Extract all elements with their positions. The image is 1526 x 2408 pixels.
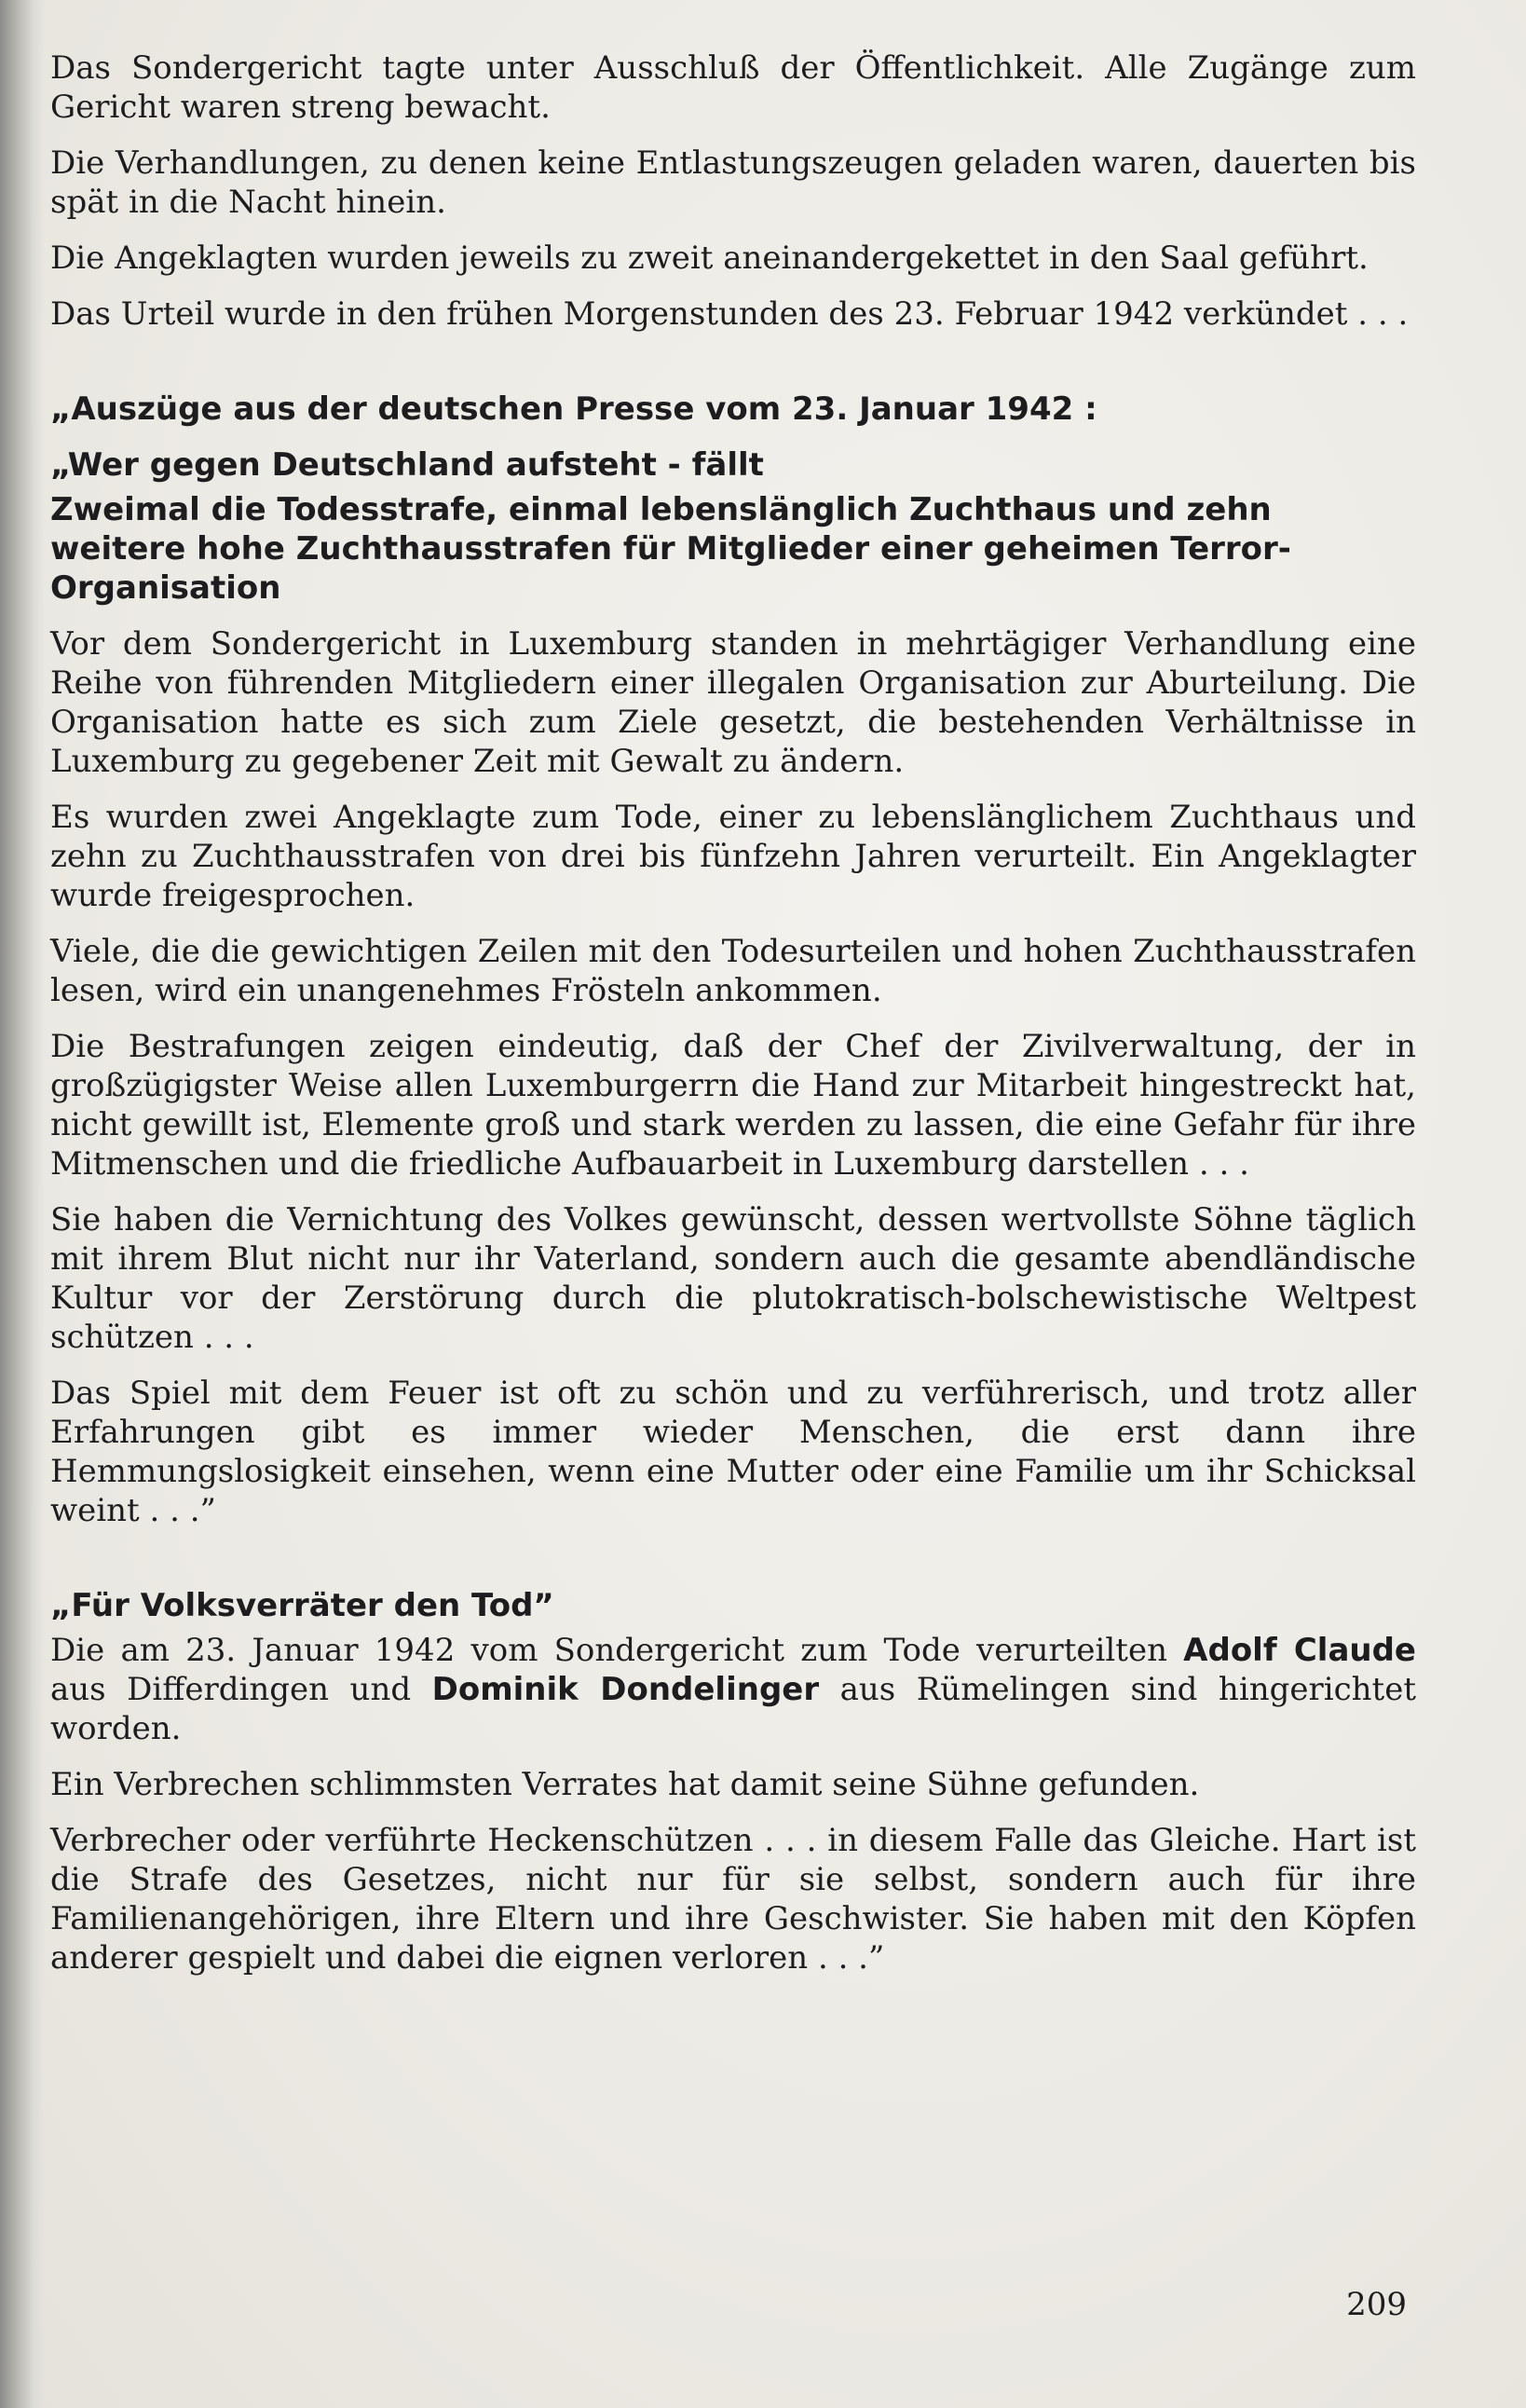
article1-subtitle: Zweimal die Todesstrafe, einmal lebenslänglich Zuchthaus und zehn weitere hohe Zuchthausstrafen für Mitglieder einer geheimen Terror-Organisation [50,491,1291,607]
page-number: 209 [1346,2286,1407,2323]
article1-paragraph-2: Es wurden zwei Angeklagte zum Tode, einer zu lebenslänglichem Zuchthaus und zehn zu Zuchthausstrafen von drei bis fünfzehn Jahren verurteilt. Ein Angeklagter wurde freigesprochen. [50,799,1416,914]
executed-name-claude: Adolf Claude [1183,1632,1416,1669]
article1-paragraph-4: Die Bestrafungen zeigen eindeutig, daß der Chef der Zivilverwaltung, der in großzügigster Weise allen Luxemburgerrn die Hand zur Mitarbeit hingestreckt hat, nicht gewillt ist, Elemente groß und stark werden zu lassen, die eine Gefahr für ihre Mitmenschen und die friedliche Aufbauarbeit in Luxemburg darstellen . . . [50,1028,1416,1183]
article1-paragraph-3: Viele, die die gewichtigen Zeilen mit den Todesurteilen und hohen Zuchthausstrafen lesen, wird ein unangenehmes Frösteln ankommen. [50,933,1416,1009]
article2-paragraph-2: Ein Verbrechen schlimmsten Verrates hat damit seine Sühne gefunden. [50,1766,1200,1803]
executed-name-dondelinger: Dominik Dondelinger [431,1671,820,1708]
article1-title: „Wer gegen Deutschland aufsteht - fällt [50,446,764,484]
article1-paragraph-5: Sie haben die Vernichtung des Volkes gewünscht, dessen wertvollste Söhne täglich mit ihrem Blut nicht nur ihr Vaterland, sondern auch die gesamte abendländische Kultur vor der Zerstörung durch die plutokratisch-bolschewistische Weltpest schützen . . . [50,1201,1416,1356]
press-heading: „Auszüge aus der deutschen Presse vom 23. Januar 1942 : [50,390,1097,428]
page-content [50,48,1416,1977]
intro-paragraph-2: Die Verhandlungen, zu denen keine Entlastungszeugen geladen waren, dauerten bis spät in die Nacht hinein. [50,144,1416,221]
article2-paragraph-3: Verbrecher oder verführte Heckenschützen . . . in diesem Falle das Gleiche. Hart ist die Strafe des Gesetzes, nicht nur für sie selbst, sondern auch für ihre Familienangehörigen, ihre Eltern und ihre Geschwister. Sie haben mit den Köpfen anderer gespielt und dabei die eignen verloren . . .” [50,1822,1416,1977]
intro-paragraph-1: Das Sondergericht tagte unter Ausschluß der Öffentlichkeit. Alle Zugänge zum Gericht waren streng bewacht. [50,49,1416,126]
binding-shadow [0,0,45,2408]
article1-paragraph-1: Vor dem Sondergericht in Luxemburg standen in mehrtägiger Verhandlung eine Reihe von führenden Mitgliedern einer illegalen Organisation zur Aburteilung. Die Organisation hatte es sich zum Ziele gesetzt, die bestehenden Verhältnisse in Luxemburg zu gegebener Zeit mit Gewalt zu ändern. [50,625,1416,780]
intro-paragraph-3: Die Angeklagten wurden jeweils zu zweit aneinandergekettet in den Saal geführt. [50,239,1369,277]
article1-paragraph-6: Das Spiel mit dem Feuer ist oft zu schön und zu verführerisch, und trotz aller Erfahrungen gibt es immer wieder Menschen, die erst dann ihre Hemmungslosigkeit einsehen, wenn eine Mutter oder eine Familie um ihr Schicksal weint . . .” [50,1375,1416,1529]
article2-paragraph-1: Die am 23. Januar 1942 vom Sondergericht zum Tode verurteilten Adolf Claude aus Differdingen und Dominik Dondelinger aus Rümelingen sind hingerichtet worden. [50,1632,1416,1747]
intro-paragraph-4: Das Urteil wurde in den frühen Morgenstunden des 23. Februar 1942 verkündet . . . [50,295,1409,333]
article2-title: „Für Volksverräter den Tod” [50,1587,554,1624]
